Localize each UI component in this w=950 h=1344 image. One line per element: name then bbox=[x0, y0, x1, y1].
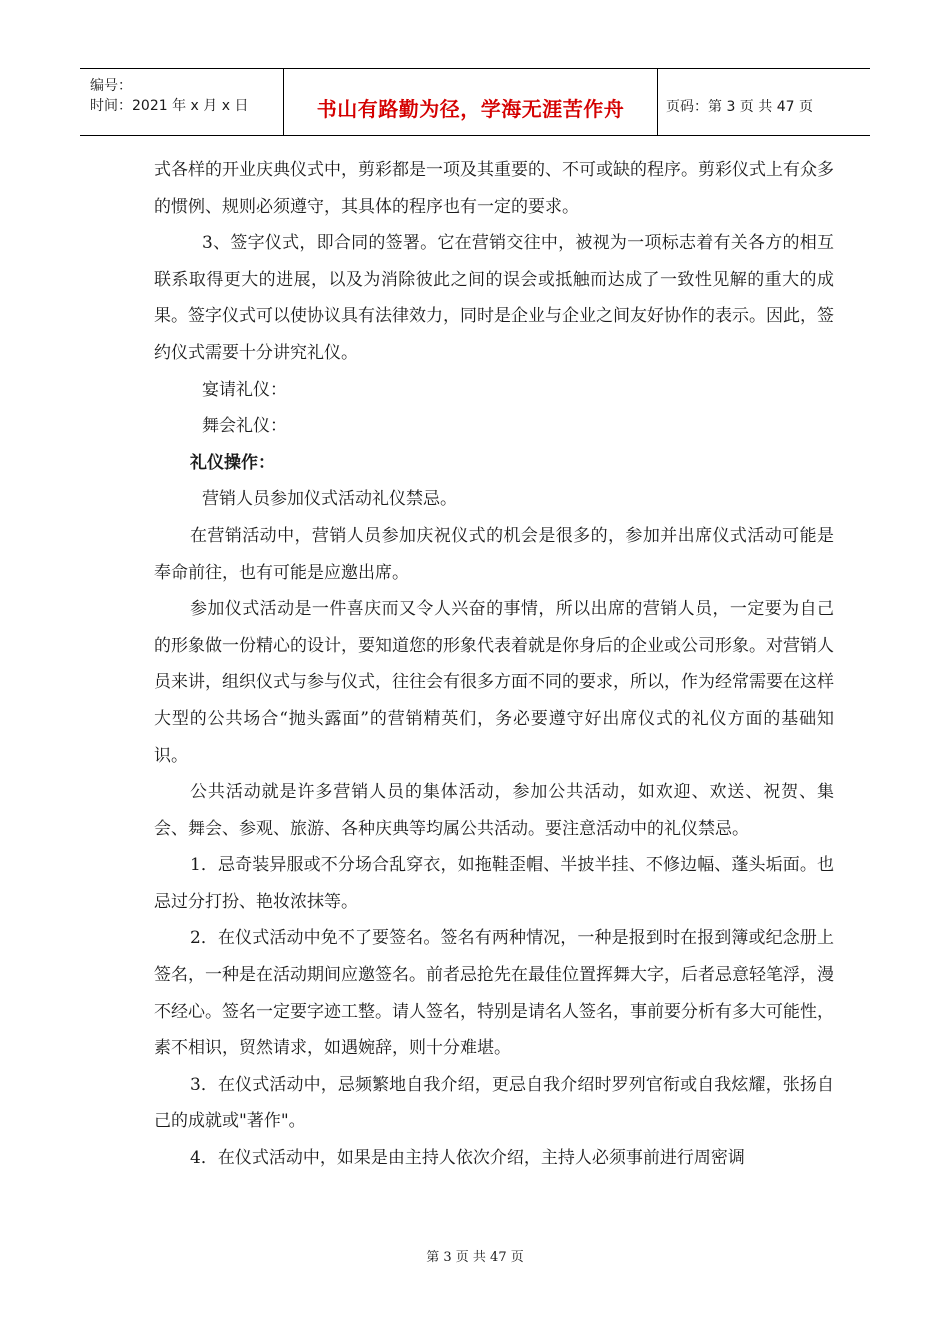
section-heading: 礼仪操作： bbox=[190, 452, 275, 473]
paragraph: 参加仪式活动是一件喜庆而又令人兴奋的事情，所以出席的营销人员，一定要为自己的形象做一份精心的设计，要知道您的形象代表着就是你身后的企业或公司形象。对营销人员来讲，组织仪式与参与仪式，往往会有很多方面不同的要求，所以，作为经常需要在这样大型的公共场合“抛头露面”的营销精英们，务必要遵守好出席仪式的礼仪方面的基础知识。 bbox=[154, 599, 834, 766]
page-footer: 第 3 页 共 47 页 bbox=[426, 1250, 524, 1265]
paragraph: 公共活动就是许多营销人员的集体活动，参加公共活动，如欢迎、欢送、祝贺、集会、舞会、参观、旅游、各种庆典等均属公共活动。要注意活动中的礼仪禁忌。 bbox=[154, 782, 834, 839]
paragraph: 式各样的开业庆典仪式中，剪彩都是一项及其重要的、不可或缺的程序。剪彩仪式上有众多的惯例、规则必须遵守，其具体的程序也有一定的要求。 bbox=[154, 160, 834, 217]
list-item: 3．在仪式活动中，忌频繁地自我介绍，更忌自我介绍时罗列官衔或自我炫耀，张扬自己的成就或"著作"。 bbox=[154, 1074, 834, 1132]
paragraph: 在营销活动中，营销人员参加庆祝仪式的机会是很多的，参加并出席仪式活动可能是奉命前往，也有可能是应邀出席。 bbox=[154, 525, 834, 583]
motto: 书山有路勤为径，学海无涯苦作舟 bbox=[316, 97, 625, 121]
paragraph: 宴请礼仪： bbox=[202, 379, 287, 400]
header-left-cell bbox=[80, 69, 284, 135]
paragraph: 3、签字仪式，即合同的签署。它在营销交往中，被视为一项标志着有关各方的相互联系取得更大的进展，以及为消除彼此之间的误会或抵触而达成了一致性见解的重大的成果。签字仪式可以使协议具有法律效力，同时是企业与企业之间友好协作的表示。因此，签约仪式需要十分讲究礼仪。 bbox=[154, 233, 834, 363]
number-label: 编号： bbox=[90, 78, 132, 94]
list-item: 4．在仪式活动中，如果是由主持人依次介绍，主持人必须事前进行周密调 bbox=[190, 1148, 745, 1169]
paragraph: 营销人员参加仪式活动礼仪禁忌。 bbox=[202, 489, 457, 510]
list-item: 2．在仪式活动中免不了要签名。签名有两种情况，一种是报到时在报到簿或纪念册上签名，一种是在活动期间应邀签名。前者忌抢先在最佳位置挥舞大字，后者忌意轻笔浮，漫不经心。签名一定要字迹工整。请人签名，特别是请名人签名，事前要分析有多大可能性，素不相识，贸然请求，如遇婉辞，则十分难堪。 bbox=[154, 928, 834, 1059]
document-body bbox=[154, 152, 834, 1177]
header-table bbox=[80, 68, 870, 136]
paragraph: 舞会礼仪： bbox=[202, 416, 287, 437]
list-item: 1．忌奇装异服或不分场合乱穿衣，如拖鞋歪帽、半披半挂、不修边幅、蓬头垢面。也忌过分打扮、艳妆浓抹等。 bbox=[154, 855, 834, 912]
time-label: 时间：2021 年 x 月 x 日 bbox=[90, 98, 249, 114]
page-code: 页码：第 3 页 共 47 页 bbox=[666, 99, 813, 115]
header-motto-cell bbox=[284, 69, 658, 135]
header-page-cell bbox=[658, 69, 870, 135]
